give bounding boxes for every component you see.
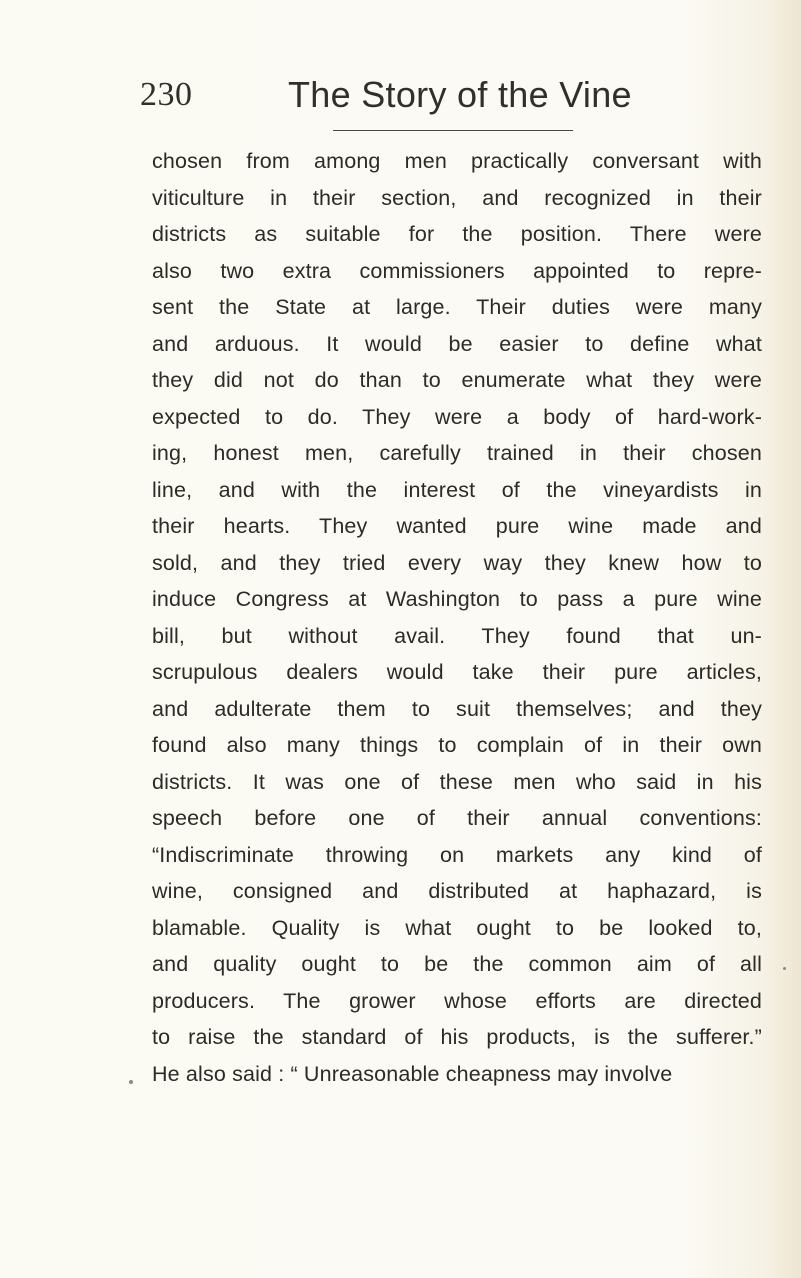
text-line: bill, but without avail. They found that un- [152,623,762,648]
text-line: also two extra commissioners appointed to repre- [152,258,762,283]
text-line: He also said : “ Unreasonable cheapness may involve [152,1061,673,1086]
text-line: line, and with the interest of the vineyardists in [152,477,762,502]
text-line: found also many things to complain of in their own [152,733,762,757]
text-line: and adulterate them to suit themselves; and they [152,696,762,721]
text-line: sent the State at large. Their duties were many [152,295,762,319]
text-line: speech before one of their annual conventions: [152,806,762,830]
text-line: chosen from among men practically conversant with [152,149,762,173]
page-header [140,70,660,120]
text-line: districts. It was one of these men who said in his [152,769,762,794]
text-line: scrupulous dealers would take their pure articles, [152,660,762,684]
paper-speck [783,967,786,970]
text-line: producers. The grower whose efforts are directed [152,988,762,1013]
text-line: induce Congress at Washington to pass a pure wine [152,587,762,611]
text-line: ing, honest men, carefully trained in their chosen [152,441,762,465]
body-text [152,143,762,1092]
text-line: blamable. Quality is what ought to be looked to, [152,915,762,940]
page-number: 230 [140,76,193,113]
text-line: and quality ought to be the common aim of all [152,952,762,976]
text-line: sold, and they tried every way they knew how to [152,550,762,575]
text-line: their hearts. They wanted pure wine made and [152,514,762,538]
header-rule [333,130,573,131]
text-line: wine, consigned and distributed at haphazard, is [152,879,762,903]
text-line: to raise the standard of his products, is the sufferer.” [152,1025,762,1049]
text-line: “Indiscriminate throwing on markets any kind of [152,842,762,867]
running-title: The Story of the Vine [288,74,632,115]
text-line: they did not do than to enumerate what they were [152,368,762,392]
text-line: and arduous. It would be easier to define what [152,331,762,356]
text-line: districts as suitable for the position. There were [152,222,762,246]
text-line: expected to do. They were a body of hard-work- [152,404,762,429]
paper-speck [129,1080,133,1084]
text-line: viticulture in their section, and recognized in their [152,185,762,210]
